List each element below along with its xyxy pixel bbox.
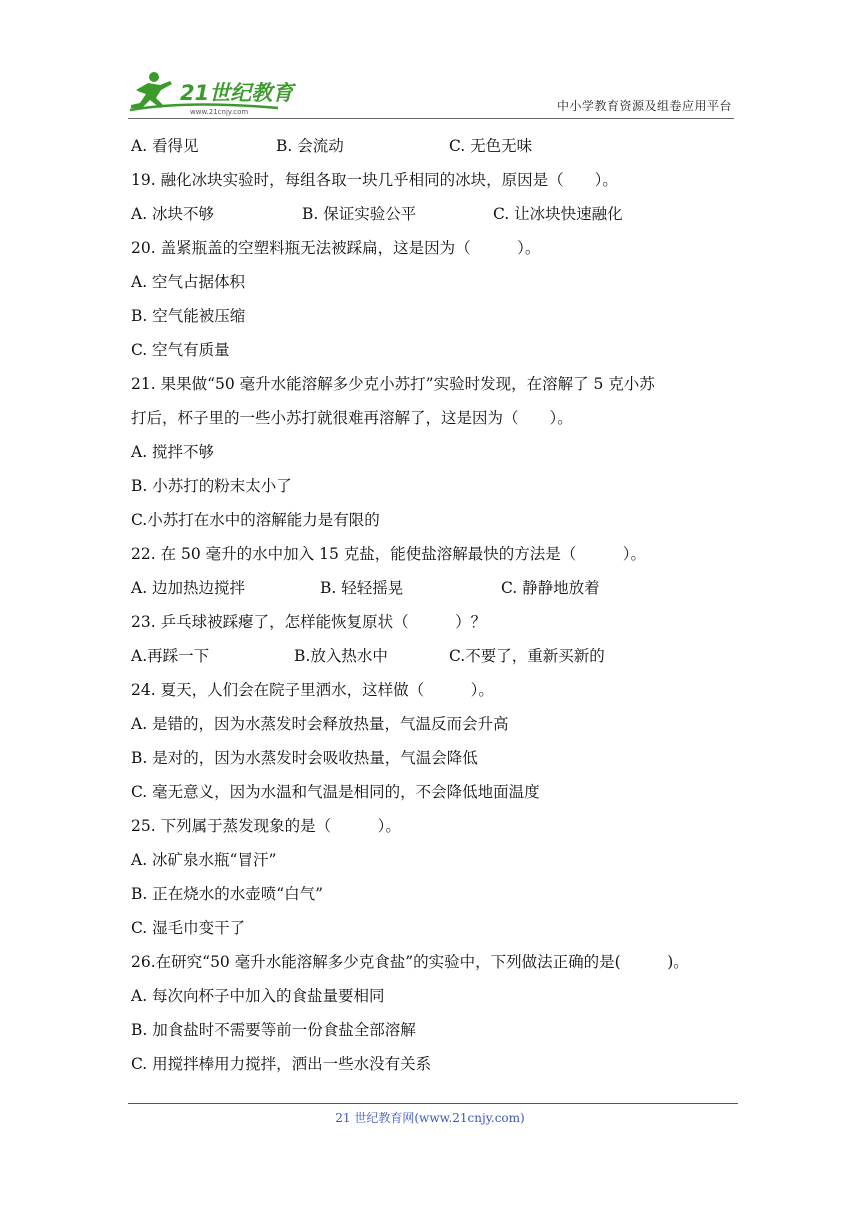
option-line: A. 空气占据体积 — [131, 273, 246, 291]
option-line: C. 毫无意义，因为水温和气温是相同的，不会降低地面温度 — [131, 783, 540, 801]
logo-url: www.21cnjy.com — [190, 108, 249, 116]
option-line: A. 是错的，因为水蒸发时会释放热量，气温反而会升高 — [131, 715, 509, 733]
logo — [128, 70, 298, 116]
option-line: B. 正在烧水的水壶喷“白气” — [131, 885, 324, 903]
option-item: B. 会流动 — [276, 137, 344, 155]
option-line: B. 加食盐时不需要等前一份食盐全部溶解 — [131, 1021, 416, 1039]
option-row — [131, 201, 741, 235]
footer-text: 21 世纪教育网(www.21cnjy.com) — [335, 1111, 525, 1125]
option-item: A. 看得见 — [131, 137, 199, 155]
option-line: B. 空气能被压缩 — [131, 307, 246, 325]
page-header — [128, 62, 732, 118]
option-item: C. 静静地放着 — [501, 579, 600, 597]
option-line: A. 每次向杯子中加入的食盐量要相同 — [131, 987, 385, 1005]
option-row — [131, 133, 741, 167]
option-line: C. 用搅拌棒用力搅拌，洒出一些水没有关系 — [131, 1055, 432, 1073]
logo-text: 21世纪教育 — [180, 81, 294, 105]
option-item: C. 让冰块快速融化 — [493, 205, 623, 223]
header-divider — [128, 118, 734, 119]
question-list — [131, 133, 741, 1085]
option-line: 打后，杯子里的一些小苏打就很难再溶解了，这是因为（ ）。 — [131, 409, 573, 427]
option-item: C.不要了，重新买新的 — [449, 647, 605, 665]
footer-divider — [128, 1103, 738, 1104]
option-item: B. 保证实验公平 — [302, 205, 417, 223]
option-item: B. 轻轻摇晃 — [320, 579, 404, 597]
platform-title: 中小学教育资源及组卷应用平台 — [556, 99, 732, 113]
question-stem: 21. 果果做“50 毫升水能溶解多少克小苏打”实验时发现，在溶解了 5 克小苏 — [131, 375, 655, 393]
option-line: B. 小苏打的粉末太小了 — [131, 477, 292, 495]
question-stem: 26.在研究“50 毫升水能溶解多少克食盐”的实验中，下列做法正确的是( )。 — [131, 953, 689, 971]
option-item: A. 边加热边搅拌 — [131, 579, 246, 597]
option-line: C. 湿毛巾变干了 — [131, 919, 246, 937]
runner-icon — [131, 72, 172, 108]
option-line: A. 搅拌不够 — [131, 443, 215, 461]
question-stem: 25. 下列属于蒸发现象的是（ ）。 — [131, 817, 401, 835]
question-stem: 24. 夏天，人们会在院子里洒水，这样做（ ）。 — [131, 681, 494, 699]
option-item: C. 无色无味 — [449, 137, 533, 155]
question-stem: 23. 乒乓球被踩瘪了，怎样能恢复原状（ ）？ — [131, 613, 487, 631]
option-line: C.小苏打在水中的溶解能力是有限的 — [131, 511, 380, 529]
option-item: A. 冰块不够 — [131, 205, 215, 223]
option-row — [131, 643, 741, 677]
option-item: A.再踩一下 — [131, 647, 210, 665]
option-line: C. 空气有质量 — [131, 341, 230, 359]
option-row — [131, 575, 741, 609]
option-line: A. 冰矿泉水瓶“冒汗” — [131, 851, 277, 869]
option-item: B.放入热水中 — [294, 647, 388, 665]
question-stem: 19. 融化冰块实验时，每组各取一块几乎相同的冰块，原因是（ ）。 — [131, 171, 618, 189]
question-stem: 20. 盖紧瓶盖的空塑料瓶无法被踩扁，这是因为（ ）。 — [131, 239, 541, 257]
question-stem: 22. 在 50 毫升的水中加入 15 克盐，能使盐溶解最快的方法是（ ）。 — [131, 545, 646, 563]
option-line: B. 是对的，因为水蒸发时会吸收热量，气温会降低 — [131, 749, 478, 767]
